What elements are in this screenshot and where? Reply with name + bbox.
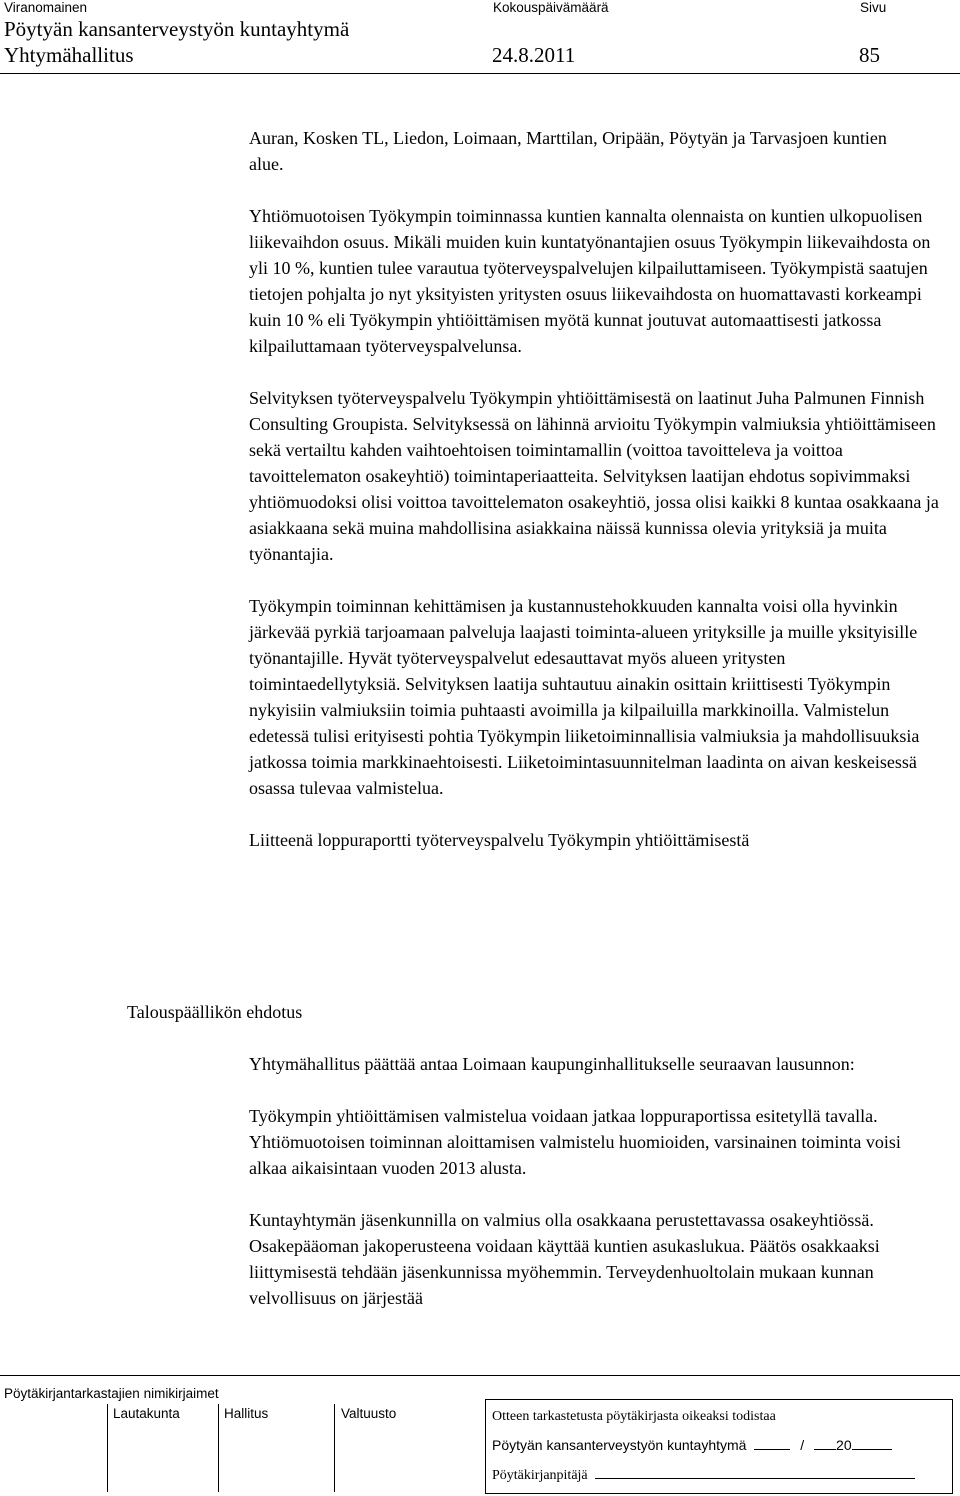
- month-blank: [814, 1437, 836, 1450]
- proposal-paragraph-3: Kuntayhtymän jäsenkunnilla on valmius olla osakkaana perustettavassa osakeyhtiössä. Osakepääoman jakoperusteena voidaan käyttää kuntien asukaslukua. Päätös osakkaaksi liittymisestä tehdään jäsenkunnissa myöhemmin. Terveydenhuoltolain mukaan kunnan velvollisuus on järjestää: [249, 1210, 880, 1308]
- year-prefix: 20: [836, 1437, 852, 1453]
- proposal-paragraph-1: Yhtymähallitus päättää antaa Loimaan kaupunginhallitukselle seuraavan lausunnon:: [249, 1054, 855, 1074]
- certification-org: Pöytyän kansanterveystyön kuntayhtymä: [492, 1437, 747, 1453]
- header-date: 24.8.2011: [492, 43, 576, 67]
- keeper-signature-blank: [595, 1466, 915, 1479]
- col-lautakunta: Lautakunta: [113, 1406, 180, 1421]
- paragraph-attachment: Liitteenä loppuraportti työterveyspalvelu Työkympin yhtiöittämisestä: [249, 830, 750, 850]
- proposal-label: Talouspäällikön ehdotus: [127, 1002, 303, 1022]
- footer-col-divider-3: [334, 1404, 335, 1492]
- header-date-label: Kokouspäivämäärä: [493, 0, 609, 15]
- proposal-paragraph-2: Työkympin yhtiöittämisen valmistelua voidaan jatkaa loppuraportissa esitetyllä tavalla. Yhtiömuotoisen toiminnan aloittamisen valmistelu huomioiden, varsinainen toiminta voisi alkaa aikaisintaan vuoden 2013 alusta.: [249, 1106, 901, 1178]
- header-org-type: Viranomainen: [4, 0, 88, 15]
- footer-col-divider-2: [218, 1404, 219, 1492]
- header-divider: [0, 73, 960, 74]
- keeper-line: [492, 1466, 915, 1484]
- header-organization: Pöytyän kansanterveystyön kuntayhtymä: [4, 17, 350, 41]
- signatures-label: Pöytäkirjantarkastajien nimikirjaimet: [4, 1386, 219, 1401]
- certification-box: [485, 1399, 953, 1494]
- date-slash: /: [800, 1437, 805, 1453]
- paragraph-1: Auran, Kosken TL, Liedon, Loimaan, Marttilan, Oripään, Pöytyän ja Tarvasjoen kuntien alue.: [249, 128, 887, 174]
- header-body-name: Yhtymähallitus: [4, 43, 134, 67]
- footer-col-divider-1: [107, 1404, 108, 1492]
- certified-text: Otteen tarkastetusta pöytäkirjasta oikeaksi todistaa: [492, 1409, 776, 1424]
- header-page-label: Sivu: [860, 0, 887, 15]
- proposal-text-block: [249, 1051, 949, 1311]
- col-valtuusto: Valtuusto: [341, 1406, 397, 1421]
- paragraph-3: Selvityksen työterveyspalvelu Työkympin yhtiöittämisestä on laatinut Juha Palmunen Finnish Consulting Groupista. Selvityksessä on lähinnä arvioitu Työkympin valmiuksia yhtiöittämiseen sekä vertailtu kahden vaihtoehtoisen toimintamallin (voittoa tavoitteleva ja voittoa tavoittelematon osakeyhtiö) toimintaperiaatteita. Selvityksen laatijan ehdotus sopivimmaksi yhtiömuodoksi olisi voittoa tavoittelematon osakeyhtiö, jossa olisi kaikki 8 kuntaa osakkaana ja asiakkaana sekä muina mahdollisina asiakkaina näissä kunnissa olevia yrityksiä ja muita työnantajia.: [249, 388, 939, 564]
- paragraph-2: Yhtiömuotoisen Työkympin toiminnassa kuntien kannalta olennaista on kuntien ulkopuolisen liikevaihdon osuus. Mikäli muiden kuin kuntatyönantajien osuus Työkympin liikevaihdosta on yli 10 %, kuntien tulee varautua työterveyspalvelujen kilpailuttamiseen. Työkympistä saatujen tietojen pohjalta jo nyt yksityisten yritysten osuus liikevaihdosta on huomattavasti korkeampi kuin 10 % eli Työkympin yhtiöittämisen myötä kunnat joutuvat automaattisesti jatkossa kilpailuttamaan työterveyspalvelunsa.: [249, 206, 931, 356]
- keeper-label: Pöytäkirjanpitäjä: [492, 1468, 588, 1483]
- paragraph-4: Työkympin toiminnan kehittämisen ja kustannustehokkuuden kannalta voisi olla hyvinkin järkevää pyrkiä tarjoamaan palveluja laajasti toiminta-alueen yrityksille ja muille yksityisille työnantajille. Hyvät työterveyspalvelut edesauttavat myös alueen yritysten toimintaedellytyksiä. Selvityksen laatija suhtautuu ainakin osittain kriittisesti Työkympin nykyisiin valmiuksiin toimia puhtaasti avoimilla ja kilpailuilla markkinoilla. Valmistelun edetessä tulisi erityisesti pohtia Työkympin liiketoiminnallisia valmiuksia ja mahdollisuuksia jatkossa toimia markkinaehtoisesti. Liiketoimintasuunnitelman laadinta on aivan keskeisessä osassa tulevaa valmistelua.: [249, 596, 920, 798]
- footer-divider: [0, 1375, 960, 1376]
- main-text-block: [249, 125, 949, 853]
- header-page-number: 85: [859, 43, 880, 67]
- col-hallitus: Hallitus: [224, 1406, 269, 1421]
- certification-org-line: [492, 1437, 892, 1453]
- year-blank: [852, 1437, 892, 1450]
- day-blank: [754, 1437, 790, 1450]
